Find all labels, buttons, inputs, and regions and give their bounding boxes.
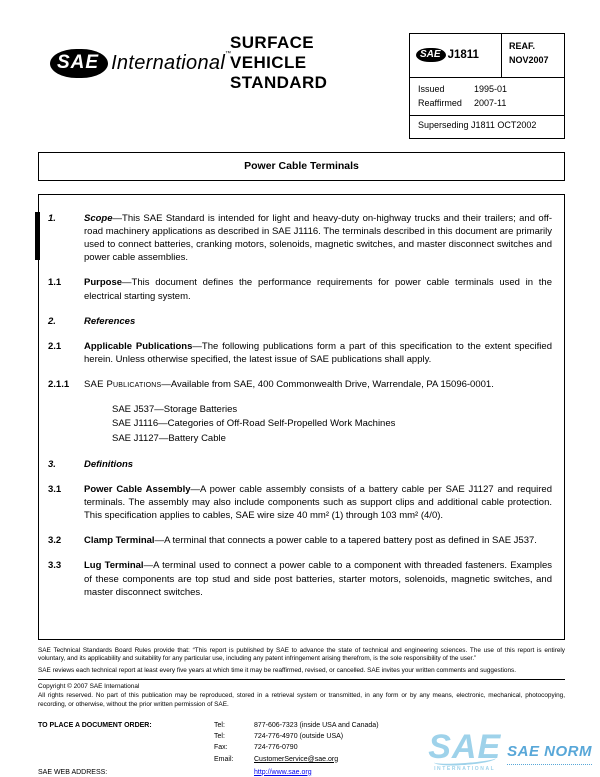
section-2 xyxy=(48,315,552,328)
section-number: 1. xyxy=(48,213,56,224)
spacer xyxy=(38,731,214,742)
section-number: 2.1.1 xyxy=(48,378,70,390)
review-notice: SAE reviews each technical report at least every five years at which time it may be reaffirmed, revised, or cancelled. SAE invites your written comments and suggestions. xyxy=(38,666,516,674)
web-address-label: SAE WEB ADDRESS: xyxy=(38,768,108,776)
order-key: Email: xyxy=(214,755,234,763)
order-value: 724-776-0790 xyxy=(254,744,298,752)
board-rules-notice: SAE Technical Standards Board Rules provide that: “This report is published by SAE to advance the state of technical and engineering sciences. The use of this report is entirely voluntary, and its applicability and suitability for any particular use, including any patent infringement arising therefrom, is the sole responsibility of the user.” xyxy=(38,647,565,663)
rights-notice: All rights reserved. No part of this publication may be reproduced, stored in a retrieval system or transmitted, in any form or by any means, electronic, mechanical, photocopying, recording, or otherwise, without the prior written permission of SAE. xyxy=(38,692,565,708)
watermark-international-text: INTERNATIONAL xyxy=(434,766,496,772)
copyright-notice: Copyright © 2007 SAE International xyxy=(38,682,140,690)
section-number: 3.2 xyxy=(48,535,62,547)
section-1-1 xyxy=(48,276,552,302)
issue-history-cell xyxy=(410,78,564,116)
document-body xyxy=(38,194,565,640)
issued-row xyxy=(418,83,564,97)
section-number: 1.1 xyxy=(48,277,62,289)
section-title: Lug Terminal xyxy=(84,560,144,572)
section-title: SAE Publications xyxy=(84,378,162,390)
section-body: —A terminal used to connect a power cable to a component with threaded fasteners. Examples of these components are top stud and side post batteries, starter motors, solenoids, magnetic switches, and master disconnect switches. xyxy=(84,560,552,598)
order-key: Fax: xyxy=(214,744,228,752)
section-body: —This SAE Standard is intended for light and heavy-duty on-highway trucks and their trailers; and off-road machinery applications as described in SAE J1116. The terminals described in this document are primarily used to connect batteries, cranking motors, solenoids, magnetic switches, and master disconnect switches and power cable assemblies. xyxy=(84,213,552,264)
document-header xyxy=(38,33,565,141)
section-title: References xyxy=(84,315,136,327)
document-title: Power Cable Terminals xyxy=(38,152,565,181)
section-title: Applicable Publications xyxy=(84,340,193,352)
section-2-1-1 xyxy=(48,378,552,391)
reaffirmed-row xyxy=(418,97,564,111)
section-1 xyxy=(48,212,552,264)
document-number-cell xyxy=(410,34,502,77)
doc-type-line-2: VEHICLE xyxy=(230,53,307,73)
order-key: Tel: xyxy=(214,721,225,729)
watermark-dots-decoration xyxy=(507,762,592,765)
section-title: Scope xyxy=(84,213,113,224)
watermark-sae-block xyxy=(428,728,502,772)
section-number: 3.3 xyxy=(48,560,62,572)
id-table-row-1 xyxy=(410,34,564,78)
reaf-label: REAF. xyxy=(509,41,536,51)
section-text xyxy=(84,559,552,598)
sae-international-logo xyxy=(50,49,231,78)
document-type-title xyxy=(230,33,327,93)
order-key: Tel: xyxy=(214,733,225,741)
sae-website-link[interactable]: http://www.sae.org xyxy=(254,768,312,776)
section-body: —A power cable assembly consists of a battery cable per SAE J1127 and required terminals. The assembly may also include components such as support clips and additional cable protection. This specification applies to cables, SAE wire size 40 mm² (1) through 103 mm² (4/0). xyxy=(84,483,552,522)
publication-item: SAE J1116—Categories of Off-Road Self-Propelled Work Machines xyxy=(112,418,396,430)
section-body: —Available from SAE, 400 Commonwealth Drive, Warrendale, PA 15096-0001. xyxy=(161,378,494,390)
document-id-table xyxy=(409,33,565,139)
section-number: 2. xyxy=(48,315,56,327)
section-body: —This document defines the performance requirements for power cable terminals used in the electrical starting system. xyxy=(84,277,552,302)
reaffirmed-date: 2007-11 xyxy=(474,97,507,108)
section-3-1 xyxy=(48,483,552,522)
section-title: Clamp Terminal xyxy=(84,535,155,547)
section-2-1 xyxy=(48,340,552,366)
customer-service-email-link[interactable]: CustomerService@sae.org xyxy=(254,755,339,763)
order-value: 877-606-7323 (inside USA and Canada) xyxy=(254,721,379,729)
publication-item: SAE J1127—Battery Cable xyxy=(112,432,226,444)
trademark-symbol: ™ xyxy=(225,51,232,57)
order-label: TO PLACE A DOCUMENT ORDER: xyxy=(38,721,152,729)
section-text xyxy=(84,315,552,328)
sae-norm-watermark-logo xyxy=(428,728,592,772)
section-3-3 xyxy=(48,559,552,598)
footer-divider xyxy=(38,679,565,680)
referenced-publications-list xyxy=(112,403,552,446)
superseding-cell: Superseding J1811 OCT2002 xyxy=(418,120,537,130)
section-text xyxy=(84,458,552,471)
watermark-norm-text: SAE NORM xyxy=(507,743,592,761)
watermark-norm-block xyxy=(507,743,592,765)
doc-type-line-1: SURFACE xyxy=(230,33,315,52)
spacer xyxy=(38,742,214,753)
section-number: 3. xyxy=(48,458,56,470)
document-number: J1811 xyxy=(447,48,479,61)
issued-date: 1995-01 xyxy=(474,84,508,94)
section-body: —The following publications form a part of this specification to the extent specified herein. Unless otherwise specified, the latest issue of SAE publications shall apply. xyxy=(84,340,552,365)
spacer xyxy=(38,754,214,765)
doc-type-line-3: STANDARD xyxy=(230,73,328,93)
section-text xyxy=(84,212,552,264)
logo-international-text: International xyxy=(111,52,226,74)
watermark-sae-text: SAE xyxy=(428,728,502,767)
section-3-2 xyxy=(48,534,552,547)
publication-item: SAE J537—Storage Batteries xyxy=(112,404,238,416)
section-number: 2.1 xyxy=(48,340,62,352)
section-body: —A terminal that connects a power cable to a tapered battery post as defined in SAE J537. xyxy=(154,535,537,547)
reaffirmation-cell xyxy=(502,34,564,77)
section-text xyxy=(84,534,552,547)
section-title: Definitions xyxy=(84,458,134,470)
sae-mini-logo: SAE xyxy=(416,48,446,62)
reaf-date: NOV2007 xyxy=(509,54,549,65)
section-text xyxy=(84,340,552,366)
section-text xyxy=(84,483,552,522)
section-number: 3.1 xyxy=(48,483,62,495)
section-title: Purpose xyxy=(84,277,123,289)
issued-label: Issued xyxy=(418,84,445,94)
section-text xyxy=(84,378,552,391)
section-3 xyxy=(48,458,552,471)
section-text xyxy=(84,276,552,302)
order-value: 724-776-4970 (outside USA) xyxy=(254,733,344,741)
sae-oval-logo: SAE xyxy=(50,49,108,78)
reaffirmed-label: Reaffirmed xyxy=(418,97,462,108)
spacer xyxy=(214,768,254,777)
section-title: Power Cable Assembly xyxy=(84,483,191,495)
